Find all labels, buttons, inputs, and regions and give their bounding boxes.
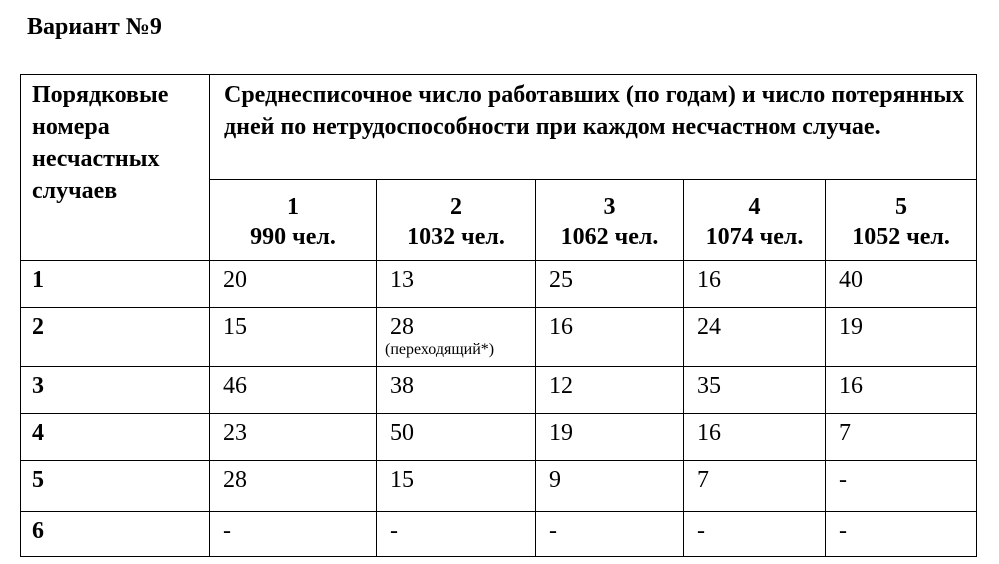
table-cell: 7 xyxy=(826,414,977,461)
table-cell: - xyxy=(536,512,684,557)
table-row xyxy=(21,414,977,461)
table-cell: 38 xyxy=(377,367,536,414)
table-cell: 24 xyxy=(684,308,826,367)
table-cell: - xyxy=(684,512,826,557)
table-cell: 12 xyxy=(536,367,684,414)
row-number-header: Порядковые номера несчастных случаев xyxy=(21,75,210,261)
table-cell: 35 xyxy=(684,367,826,414)
year-column-header xyxy=(684,180,826,261)
year-column-header xyxy=(210,180,377,261)
year-number: 3 xyxy=(603,194,616,220)
table-row xyxy=(21,367,977,414)
table-cell: 19 xyxy=(826,308,977,367)
table-cell: 15 xyxy=(210,308,377,367)
table-cell: 50 xyxy=(377,414,536,461)
table-cell: 13 xyxy=(377,261,536,308)
year-column-header xyxy=(536,180,684,261)
table-cell: 7 xyxy=(684,461,826,512)
year-number: 1 xyxy=(287,194,299,220)
table-cell: 46 xyxy=(210,367,377,414)
table-cell: 9 xyxy=(536,461,684,512)
table-cell: 25 xyxy=(536,261,684,308)
table-cell: 16 xyxy=(826,367,977,414)
table-cell: 28 xyxy=(210,461,377,512)
year-column-header xyxy=(377,180,536,261)
cell-value: 28 xyxy=(390,314,414,340)
table-cell: 40 xyxy=(826,261,977,308)
table-cell: 20 xyxy=(210,261,377,308)
year-number: 5 xyxy=(895,194,908,220)
table-row xyxy=(21,261,977,308)
workers-count: 990 чел. xyxy=(250,224,336,250)
workers-days-header: Среднесписочное число работавших (по годам) и число потерянных дней по нетрудоспособности при каждом несчастном случае. xyxy=(210,75,977,180)
workers-count: 1062 чел. xyxy=(560,224,659,250)
table-cell: - xyxy=(826,512,977,557)
row-number: 4 xyxy=(21,414,210,461)
table-cell: 19 xyxy=(536,414,684,461)
table-cell: - xyxy=(826,461,977,512)
year-number: 4 xyxy=(748,194,761,220)
workers-count: 1032 чел. xyxy=(407,224,505,250)
year-column-header xyxy=(826,180,977,261)
table-cell: 23 xyxy=(210,414,377,461)
workers-count: 1074 чел. xyxy=(705,224,804,250)
table-cell: 16 xyxy=(684,261,826,308)
table-row xyxy=(21,512,977,557)
carryover-note: (переходящий*) xyxy=(385,341,495,358)
workers-count: 1052 чел. xyxy=(852,224,950,250)
row-number: 5 xyxy=(21,461,210,512)
page-title: Вариант №9 xyxy=(27,14,162,40)
year-number: 2 xyxy=(450,194,462,220)
row-number: 6 xyxy=(21,512,210,557)
table-cell: - xyxy=(377,512,536,557)
table-row xyxy=(21,308,977,367)
row-number: 2 xyxy=(21,308,210,367)
row-number: 1 xyxy=(21,261,210,308)
row-number: 3 xyxy=(21,367,210,414)
table-cell: 16 xyxy=(684,414,826,461)
table-cell: 15 xyxy=(377,461,536,512)
table-cell xyxy=(377,308,536,367)
data-table xyxy=(20,74,977,557)
table-cell: 16 xyxy=(536,308,684,367)
table-cell: - xyxy=(210,512,377,557)
table-row xyxy=(21,461,977,512)
